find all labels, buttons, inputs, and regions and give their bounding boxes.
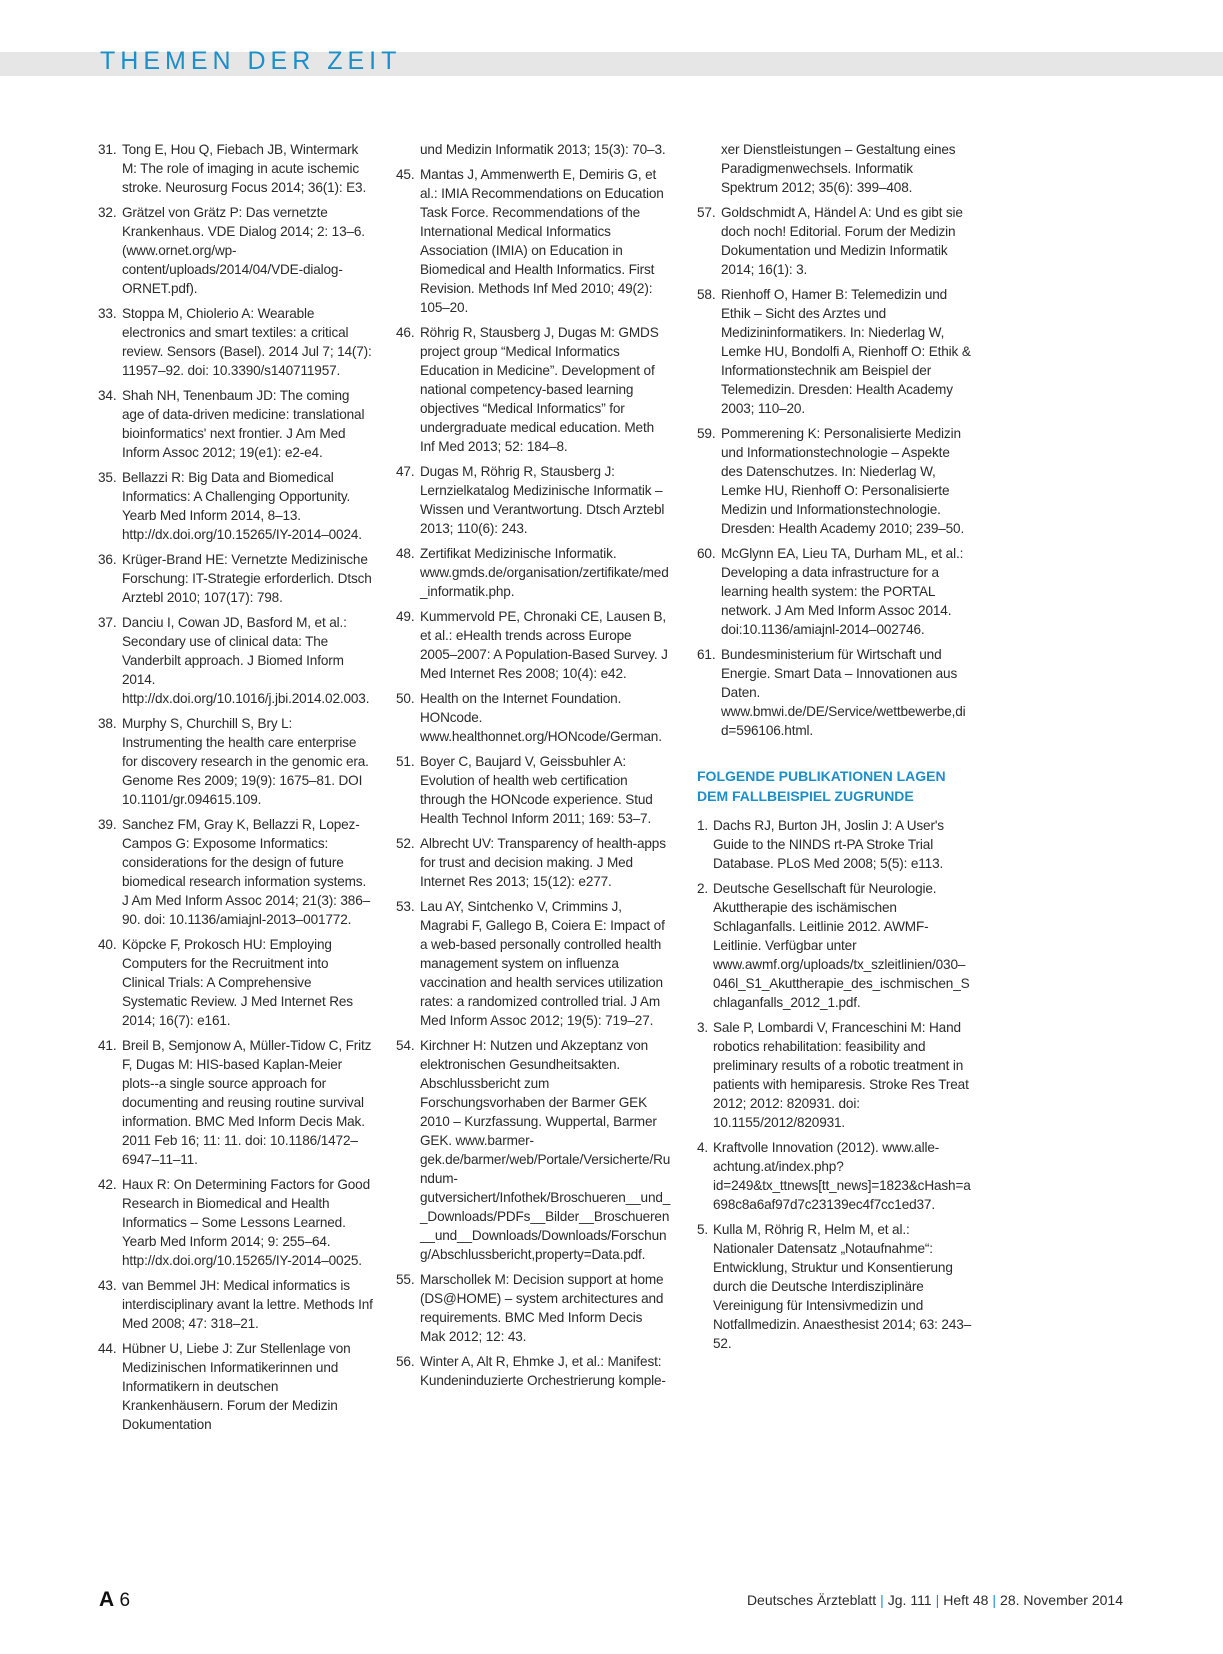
reference-text: Hübner U, Liebe J: Zur Stellenlage von Medizinischen Informatikerinnen und Informatikern in deutschen Krankenhäusern. Forum der Medizin Dokumentation <box>122 1341 351 1432</box>
reference-item <box>396 752 671 828</box>
reference-column-3 <box>697 140 972 1359</box>
reference-item <box>396 1036 671 1264</box>
reference-text: Kummervold PE, Chronaki CE, Lausen B, et al.: eHealth trends across Europe 2005–2007: A Population-Based Survey. J Med Internet Res 2008; 10(4): e42. <box>420 609 668 681</box>
reference-text: Krüger-Brand HE: Vernetzte Medizinische Forschung: IT-Strategie erforderlich. Dtsch Arztebl 2010; 107(17): 798. <box>122 552 372 605</box>
reference-number: 56. <box>396 1354 415 1369</box>
reference-text: Marschollek M: Decision support at home (DS@HOME) – system architectures and requirements. BMC Med Inform Decis Mak 2012; 12: 43. <box>420 1272 664 1344</box>
reference-text: Deutsche Gesellschaft für Neurologie. Akuttherapie des ischämischen Schlaganfalls. Leitlinie 2012. AWMF-Leitlinie. Verfügbar unter www.awmf.org/uploads/tx_szleitlinien/030–046l_S1_Akuttherapie_des_ischmischen_Schlaganfalls_2012_1.pdf. <box>713 881 970 1010</box>
reference-item <box>697 1018 972 1132</box>
reference-text: Rienhoff O, Hamer B: Telemedizin und Ethik – Sicht des Arztes und Medizininformatikers. In: Niederlag W, Lemke HU, Bondolfi A, Rienhoff O: Ethik & Informationstechnik am Beispiel der Telemedizin. Dresden: Health Academy 2003; 110–20. <box>721 287 971 416</box>
reference-text: Stoppa M, Chiolerio A: Wearable electronics and smart textiles: a critical review. Sensors (Basel). 2014 Jul 7; 14(7): 11957–92. doi: 10.3390/s140711957. <box>122 306 372 378</box>
reference-item <box>697 879 972 1012</box>
journal-issue: Heft 48 <box>943 1592 989 1608</box>
section-title: THEMEN DER ZEIT <box>100 47 402 75</box>
reference-item <box>98 386 373 462</box>
reference-number: 2. <box>697 881 709 896</box>
reference-item <box>396 689 671 746</box>
reference-number: 40. <box>98 937 117 952</box>
reference-item <box>697 645 972 740</box>
reference-text: Zertifikat Medizinische Informatik. www.gmds.de/organisation/zertifikate/med_informatik.php. <box>420 546 669 599</box>
reference-text: van Bemmel JH: Medical informatics is interdisciplinary avant la lettre. Methods Inf Med 2008; 47: 318–21. <box>122 1278 373 1331</box>
reference-text: Kirchner H: Nutzen und Akzeptanz von elektronischen Gesundheitsakten. Abschlussbericht zum Forschungsvorhaben der Barmer GEK 2010 – Kurzfassung. Wuppertal, Barmer GEK. www.barmer-gek.de/barmer/web/Portale/Versicherte/Rundum-gutversichert/Infothek/Broschueren__und__Downloads/PDFs__Bilder__Broschueren__und__Downloads/Downloads/Forschung/Abschlussbericht,property=Data.pdf. <box>420 1038 671 1262</box>
reference-number: 37. <box>98 615 117 630</box>
reference-item <box>98 1339 373 1434</box>
reference-number: 55. <box>396 1272 415 1287</box>
reference-item <box>396 165 671 317</box>
reference-number: 39. <box>98 817 117 832</box>
page-number <box>99 1588 130 1613</box>
reference-number: 61. <box>697 647 716 662</box>
reference-item <box>396 1352 671 1390</box>
reference-text: Dachs RJ, Burton JH, Joslin J: A User's Guide to the NINDS rt-PA Stroke Trial Database. PLoS Med 2008; 5(5): e113. <box>713 818 944 871</box>
reference-list-3 <box>697 140 972 740</box>
reference-text: Murphy S, Churchill S, Bry L: Instrumenting the health care enterprise for discovery research in the genomic era. Genome Res 2009; 19(9): 1675–81. DOI 10.1101/gr.094615.109. <box>122 716 369 807</box>
journal-footer <box>747 1590 1123 1610</box>
header-band <box>0 0 1223 76</box>
reference-number: 31. <box>98 142 117 157</box>
reference-text: xer Dienstleistungen – Gestaltung eines Paradigmenwechsels. Informatik Spektrum 2012; 35(6): 399–408. <box>721 142 956 195</box>
reference-number: 3. <box>697 1020 709 1035</box>
reference-number: 33. <box>98 306 117 321</box>
reference-number: 36. <box>98 552 117 567</box>
reference-text: Lau AY, Sintchenko V, Crimmins J, Magrabi F, Gallego B, Coiera E: Impact of a web-based personally controlled health management system on influenza vaccination and health services utilization rates: a randomized controlled trial. J Am Med Inform Assoc 2012; 19(5): 719–27. <box>420 899 665 1028</box>
reference-item <box>697 816 972 873</box>
reference-text: Sanchez FM, Gray K, Bellazzi R, Lopez-Campos G: Exposome Informatics: considerations for the design of future biomedical research information systems. J Am Med Inform Assoc 2014; 21(3): 386–90. doi: 10.1136/amiajnl-2013–001772. <box>122 817 371 927</box>
reference-item <box>396 897 671 1030</box>
reference-number: 60. <box>697 546 716 561</box>
reference-text: Köpcke F, Prokosch HU: Employing Computers for the Recruitment into Clinical Trials: A Comprehensive Systematic Review. J Med Internet Res 2014; 16(7): e161. <box>122 937 353 1028</box>
reference-text: Dugas M, Röhrig R, Stausberg J: Lernzielkatalog Medizinische Informatik – Wissen und Verantwortung. Dtsch Arztebl 2013; 110(6): 243. <box>420 464 665 536</box>
reference-text: Pommerening K: Personalisierte Medizin und Informationstechnologie – Aspekte des Datenschutzes. In: Niederlag W, Lemke HU, Rienhoff O: Personalisierte Medizin und Informationstechnologie. Dresden: Health Academy 2010; 239–50. <box>721 426 965 536</box>
reference-item <box>98 468 373 544</box>
reference-text: Grätzel von Grätz P: Das vernetzte Krankenhaus. VDE Dialog 2014; 2: 13–6. (www.ornet.org/wp-content/uploads/2014/04/VDE-dialog-ORNET.pdf). <box>122 205 365 296</box>
reference-text: Röhrig R, Stausberg J, Dugas M: GMDS project group “Medical Informatics Education in Medicine”. Development of national competency-based learning objectives “Medical Informatics” for undergraduate medical education. Meth Inf Med 2013; 52: 184–8. <box>420 325 659 454</box>
reference-item <box>98 613 373 708</box>
reference-text: Health on the Internet Foundation. HONcode. www.healthonnet.org/HONcode/German. <box>420 691 662 744</box>
reference-text: und Medizin Informatik 2013; 15(3): 70–3. <box>420 142 666 157</box>
footer-separator: | <box>880 1592 884 1608</box>
case-reference-list <box>697 816 972 1353</box>
reference-number: 47. <box>396 464 415 479</box>
reference-item <box>98 1036 373 1169</box>
reference-text: McGlynn EA, Lieu TA, Durham ML, et al.: Developing a data infrastructure for a learning health system: the PORTAL network. J Am Med Inform Assoc 2014. doi:10.1136/amiajnl-2014–002746. <box>721 546 964 637</box>
journal-date: 28. November 2014 <box>1000 1592 1123 1608</box>
reference-text: Kulla M, Röhrig R, Helm M, et al.: Nationaler Datensatz „Notaufnahme“: Entwicklung, Struktur und Konsentierung durch die Deutsche Interdisziplinäre Vereinigung für Intensivmedizin und Notfallmedizin. Anaesthesist 2014; 63: 243–52. <box>713 1222 972 1351</box>
reference-text: Haux R: On Determining Factors for Good Research in Biomedical and Health Informatics – Some Lessons Learned. Yearb Med Inform 2014; 9: 255–64. http://dx.doi.org/10.15265/IY-2014–0025. <box>122 1177 370 1268</box>
reference-item <box>98 203 373 298</box>
reference-number: 35. <box>98 470 117 485</box>
reference-item <box>697 1138 972 1214</box>
page-prefix: A <box>99 1588 115 1611</box>
reference-text: Goldschmidt A, Händel A: Und es gibt sie doch noch! Editorial. Forum der Medizin Dokumentation und Medizin Informatik 2014; 16(1): 3. <box>721 205 963 277</box>
reference-number: 4. <box>697 1140 709 1155</box>
reference-text: Bellazzi R: Big Data and Biomedical Informatics: A Challenging Opportunity. Yearb Med Inform 2014, 8–13. http://dx.doi.org/10.15265/IY-2014–0024. <box>122 470 362 542</box>
reference-number: 34. <box>98 388 117 403</box>
case-section-heading: FOLGENDE PUBLIKATIONEN LAGEN DEM FALLBEISPIEL ZUGRUNDE <box>697 768 946 804</box>
reference-item <box>396 1270 671 1346</box>
reference-item <box>98 1276 373 1333</box>
page-number-value: 6 <box>119 1590 131 1611</box>
reference-number: 52. <box>396 836 415 851</box>
reference-column-2 <box>396 140 671 1396</box>
reference-item <box>697 285 972 418</box>
reference-number: 53. <box>396 899 415 914</box>
reference-text: Breil B, Semjonow A, Müller-Tidow C, Fritz F, Dugas M: HIS-based Kaplan-Meier plots--a single source approach for documenting and reusing routine survival information. BMC Med Inform Decis Mak. 2011 Feb 16; 11: 11. doi: 10.1186/1472–6947–11–11. <box>122 1038 372 1167</box>
reference-list-1 <box>98 140 373 1434</box>
reference-item <box>697 424 972 538</box>
reference-number: 32. <box>98 205 117 220</box>
reference-number: 48. <box>396 546 415 561</box>
reference-number: 44. <box>98 1341 117 1356</box>
reference-number: 43. <box>98 1278 117 1293</box>
reference-item <box>98 140 373 197</box>
footer-separator: | <box>935 1592 940 1608</box>
reference-item <box>98 714 373 809</box>
reference-text: Winter A, Alt R, Ehmke J, et al.: Manifest: Kundeninduzierte Orchestrierung komple- <box>420 1354 666 1388</box>
reference-number: 41. <box>98 1038 117 1053</box>
reference-item <box>98 1175 373 1270</box>
reference-item <box>697 140 972 197</box>
reference-number: 1. <box>697 818 709 833</box>
journal-volume: Jg. 111 <box>887 1592 932 1608</box>
reference-text: Danciu I, Cowan JD, Basford M, et al.: Secondary use of clinical data: The Vanderbilt approach. J Biomed Inform 2014. http://dx.doi.org/10.1016/j.jbi.2014.02.003. <box>122 615 370 706</box>
reference-number: 54. <box>396 1038 415 1053</box>
reference-text: Albrecht UV: Transparency of health-apps for trust and decision making. J Med Internet Res 2013; 15(12): e277. <box>420 836 666 889</box>
reference-number: 42. <box>98 1177 117 1192</box>
reference-text: Shah NH, Tenenbaum JD: The coming age of data-driven medicine: translational bioinformatics' next frontier. J Am Med Inform Assoc 2012; 19(e1): e2-e4. <box>122 388 365 460</box>
reference-item <box>697 1220 972 1353</box>
reference-item <box>396 140 671 159</box>
reference-text: Bundesministerium für Wirtschaft und Energie. Smart Data – Innovationen aus Daten. www.bmwi.de/DE/Service/wettbewerbe,did=596106.html. <box>721 647 966 738</box>
reference-number: 57. <box>697 205 716 220</box>
reference-number: 46. <box>396 325 415 340</box>
footer-separator: | <box>992 1592 997 1608</box>
reference-text: Mantas J, Ammenwerth E, Demiris G, et al.: IMIA Recommendations on Education Task Force. Recommendations of the International Medical Informatics Association (IMIA) on Education in Biomedical and Health Informatics. First Revision. Methods Inf Med 2010; 49(2): 105–20. <box>420 167 664 315</box>
reference-text: Kraftvolle Innovation (2012). www.alle-achtung.at/index.php?id=249&tx_ttnews[tt_news]=1823&cHash=a698c8a6af97d7c23139ec4f7cc1ed37. <box>713 1140 971 1212</box>
reference-text: Boyer C, Baujard V, Geissbuhler A: Evolution of health web certification through the HONcode experience. Stud Health Technol Inform 2011; 169: 53–7. <box>420 754 653 826</box>
reference-number: 49. <box>396 609 415 624</box>
reference-number: 38. <box>98 716 117 731</box>
reference-list-2 <box>396 140 671 1390</box>
reference-text: Sale P, Lombardi V, Franceschini M: Hand robotics rehabilitation: feasibility and preliminary results of a robotic treatment in patients with hemiparesis. Stroke Res Treat 2012; 2012: 820931. doi: 10.1155/2012/820931. <box>713 1020 969 1130</box>
reference-item <box>98 304 373 380</box>
reference-number: 59. <box>697 426 716 441</box>
reference-number: 45. <box>396 167 415 182</box>
reference-number: 50. <box>396 691 415 706</box>
journal-name: Deutsches Ärzteblatt <box>746 1592 877 1608</box>
reference-item <box>697 544 972 639</box>
reference-item <box>98 550 373 607</box>
reference-item <box>98 935 373 1030</box>
reference-item <box>697 203 972 279</box>
reference-item <box>98 815 373 929</box>
reference-item <box>396 323 671 456</box>
reference-item <box>396 462 671 538</box>
reference-number: 51. <box>396 754 415 769</box>
reference-number: 58. <box>697 287 716 302</box>
reference-item <box>396 834 671 891</box>
reference-item <box>396 544 671 601</box>
reference-column-1 <box>98 140 373 1440</box>
reference-number: 5. <box>697 1222 709 1237</box>
reference-text: Tong E, Hou Q, Fiebach JB, Wintermark M: The role of imaging in acute ischemic stroke. Neurosurg Focus 2014; 36(1): E3. <box>122 142 367 195</box>
reference-item <box>396 607 671 683</box>
